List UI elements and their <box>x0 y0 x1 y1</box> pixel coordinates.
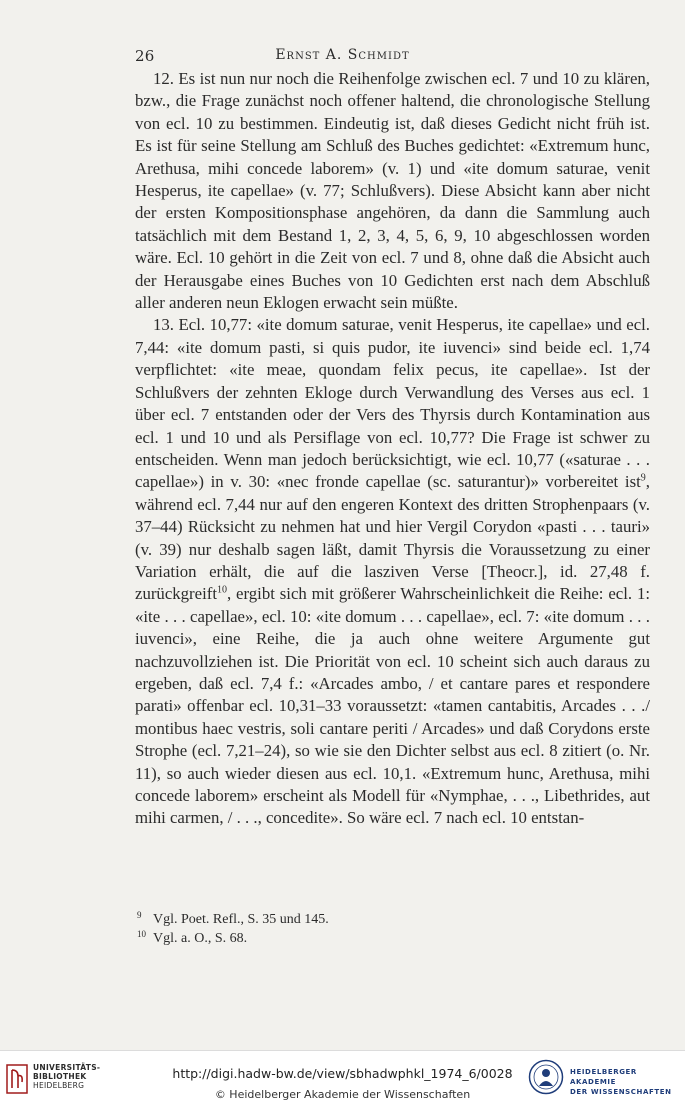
page-number: 26 <box>135 47 155 65</box>
hadw-seal-icon[interactable] <box>528 1059 564 1095</box>
academy-line: HEIDELBERGER AKADEMIE <box>570 1068 637 1086</box>
footnote-number: 9 <box>137 910 142 920</box>
paragraph-text: , ergibt sich mit größerer Wahrscheinlichkeit die Reihe: ecl. 1: «ite . . . capellae», ecl. 10: «ite domum . . . capellae», ecl. 7: «ite domum . . . iuvenci», eine Reihe, die ja auch ohne weitere Argumente gut nachzuvollziehen ist. Die Priorität von ecl. 10 scheint sich auch daraus zu ergeben, daß ecl. 7,4 f.: «Arcades ambo, / et cantare pares et respondere parati» offenbar ecl. 10,31–33 voraussetzt: «tamen cantabitis, Arcades . . ./ montibus haec vestris, soli cantare periti / Arcades» und daß Corydons erste Strophe (ecl. 7,21–24), so wie sie den Dichter selbst aus ecl. 8 zitiert (o. Nr. 11), so auch wieder diesen aus ecl. 10,1. «Extremum hunc, Arethusa, mihi concede laborem» erscheint als Modell für «Nymphae, . . ., Libethrides, aut mihi carmen, / . . ., concedite». So wäre ecl. 7 nach ecl. 10 entstan- <box>135 584 650 828</box>
paragraph-text: , während ecl. 7,44 nur auf den engeren Kontext des dritten Strophenpaars (v. 37–44) Rücksicht zu nehmen hat und hier Vergil Corydon «pasti . . . tauri» (v. 39) nur deshalb sagen läßt, damit Thyrsis die Voraussetzung zu einer Variation erhält, die auf die lasziven Verse [Theocr.], id. 27,48 f. zurückgreift <box>135 472 650 604</box>
viewer-footer <box>0 1050 685 1115</box>
body-text <box>135 68 650 830</box>
paragraph-13 <box>135 314 650 829</box>
paragraph-12 <box>135 68 650 314</box>
running-head: Ernst A. Schmidt <box>275 47 410 63</box>
library-line: UNIVERSITÄTS- <box>33 1063 101 1072</box>
footnote-text: Vgl. Poet. Refl., S. 35 und 145. <box>153 912 329 927</box>
footnote-ref-10[interactable]: 10 <box>217 584 227 596</box>
footnote-number: 10 <box>137 929 146 939</box>
library-line: HEIDELBERG <box>33 1081 85 1090</box>
footnote-ref-9[interactable]: 9 <box>640 472 646 484</box>
paragraph-text: 12. Es ist nun nur noch die Reihenfolge zwischen ecl. 7 und 10 zu klären, bzw., die Frage zunächst noch offener haltend, die chronologische Stellung von ecl. 10 zu bestimmen. Eindeutig ist, daß dieses Gedicht nicht früh ist. Es ist für seine Stellung am Schluß des Buches gedichtet: «Extremum hunc, Arethusa, mihi concede laborem» (v. 1) und «ite domum saturae, venit Hesperus, ite capellae» (v. 77; Schlußvers). Diese Absicht kann aber nicht der ersten Kompositionsphase angehören, da dann die Sammlung auch tatsächlich mit dem Bestand 1, 2, 3, 4, 5, 6, 9, 10 abgeschlossen worden wäre. Ecl. 10 gehört in die Zeit von ecl. 7 und 8, ohne daß die Absicht auch der Herausgabe eines Buches von 10 Gedichten erst nach dem Abschluß aller anderen neun Eklogen erwacht sein müßte. <box>135 69 650 313</box>
academy-name <box>570 1067 685 1097</box>
footnote-text: Vgl. a. O., S. 68. <box>153 931 248 946</box>
library-line: BIBLIOTHEK <box>33 1072 87 1081</box>
footnote-9 <box>135 910 650 929</box>
permalink-link[interactable]: http://digi.hadw-bw.de/view/sbhadwphkl_1974_6/0028 <box>172 1066 513 1081</box>
footnote-10 <box>135 929 650 948</box>
copyright-notice: © Heidelberger Akademie der Wissenschaften <box>214 1088 471 1101</box>
footnotes <box>135 910 650 948</box>
paragraph-text: 13. Ecl. 10,77: «ite domum saturae, venit Hesperus, ite capellae» und ecl. 7,44: «ite domum pasti, si quis pudor, ite iuvenci» sind beide ecl. 1,74 verpflichtet: «ite meae, quondam felix pecus, ite capellae». Ist der Schlußvers der zehnten Ekloge durch Verwandlung des Verses aus ecl. 1 über ecl. 7 entstanden oder der Vers des Thyrsis durch Kontamination aus ecl. 1 und 10 und als Persiflage von ecl. 10,77? Die Frage ist schwer zu entscheiden. Wenn man jedoch berücksichtigt, wie ecl. 10,77 («saturae . . . capellae») in v. 30: «nec fronde capellae (sc. saturantur)» vorbereitet ist <box>135 315 650 492</box>
academy-line: DER WISSENSCHAFTEN <box>570 1088 672 1096</box>
